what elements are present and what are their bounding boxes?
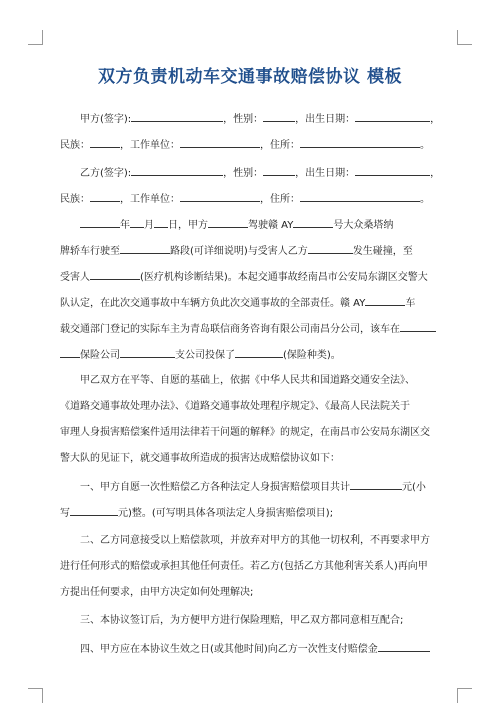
accident-line-5: 载交通部门登记的实际车主为青岛联信商务咨询有限公司南昌分公司，该车在 [60,320,436,338]
accident-line-1: 年 月 日，甲方 驾驶赣 AY 号大众桑塔纳 [80,216,393,234]
crop-mark-bottom-left [28,688,43,703]
crop-mark-top-right [457,30,472,45]
accident-line-4: 队认定，在此次交通事故中车辆方负此次交通事故的全部责任。赣 AY 车 [60,294,415,312]
basis-line-4: 警大队的见证下，就交通事故所造成的损害达成赔偿协议如下： [60,453,340,464]
clause-1-line-2: 写 元)整。(可写明具体各项法定人身损害赔偿项目); [60,504,333,522]
clause-3: 三、本协议签订后，为方便甲方进行保险理赔，甲乙双方都同意相互配合; [80,615,404,626]
basis-line-2: 《道路交通事故处理办法》、《道路交通事故处理程序规定》、《最高人民法院关于 [60,401,410,412]
clause-1-line-1: 一、甲方自愿一次性赔偿乙方各种法定人身损害赔偿项目共计 元(小 [80,478,426,496]
party-b-line-2: 民族： ，工作单位： ，住所： 。 [60,190,430,208]
accident-line-2: 牌轿车行驶至 路段(可详细说明)与受害人乙方 发生碰撞，至 [60,242,413,260]
accident-line-6: 保险公司 支公司投保了 (保险种类)。 [60,346,341,364]
crop-mark-bottom-right [457,688,472,703]
crop-mark-top-left [28,30,43,45]
clause-2-line-1: 二、乙方同意接受以上赔偿款项，并放弃对甲方的其他一切权利，不再要求甲方 [80,535,430,546]
basis-line-3: 审理人身损害赔偿案件适用法律若干问题的解释》的规定，在南昌市公安局东湖区交 [60,427,430,438]
clause-4: 四、甲方应在本协议生效之日(或其他时间)向乙方一次性支付赔偿金 [80,640,430,658]
accident-line-3: 受害人 (医疗机构诊断结果)。本起交通事故经南昌市公安局东湖区交警大 [60,268,428,286]
clause-2-line-2: 进行任何形式的赔偿或承担其他任何责任。若乙方(包括乙方其他利害关系人)再向甲 [60,561,428,572]
document-title: 双方负责机动车交通事故赔偿协议 模板 [98,67,402,87]
party-a-line-2: 民族： ，工作单位： ，住所： 。 [60,136,430,154]
party-a-line-1: 甲方(签字): ，性别： ，出生日期： ， [80,110,440,128]
party-b-line-1: 乙方(签字): ，性别： ，出生日期： ， [80,164,440,182]
basis-line-1: 甲乙双方在平等、自愿的基础上，依据《中华人民共和国道路交通安全法》、 [80,375,415,386]
clause-2-line-3: 方提出任何要求，由甲方决定如何处理解决; [60,587,254,598]
